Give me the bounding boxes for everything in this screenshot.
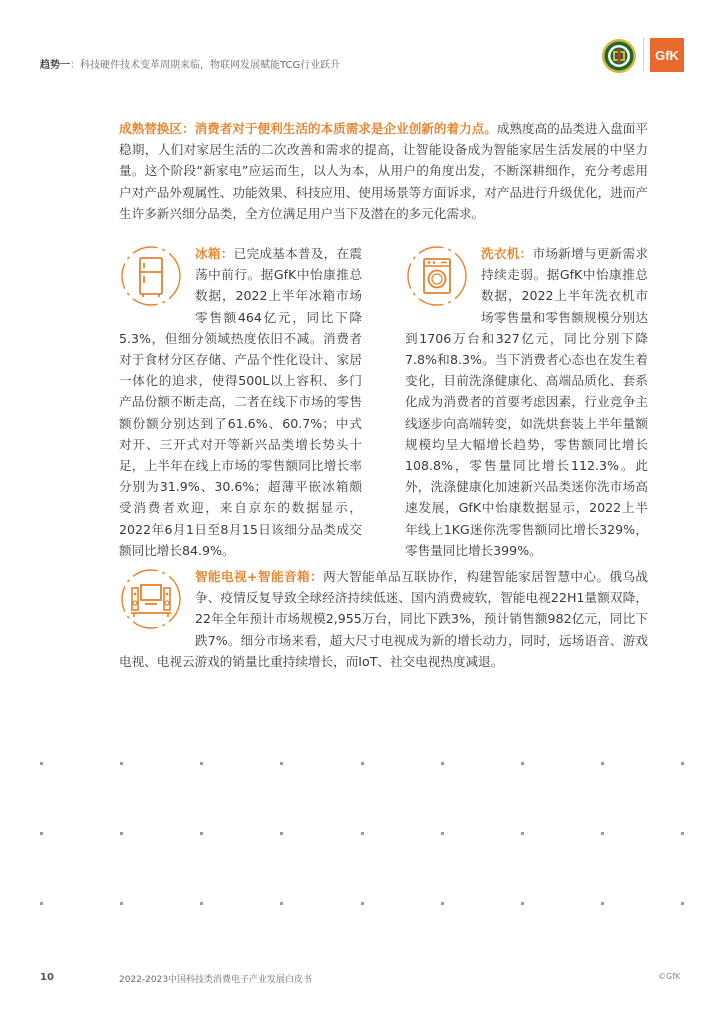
gfk-logo [650, 38, 684, 72]
fridge-paragraph [119, 243, 362, 561]
gfk-logo-text: GfK [655, 48, 679, 63]
decorative-dot-row [40, 902, 684, 906]
association-seal-logo [601, 38, 637, 74]
header-prefix: 趋势一 [40, 60, 70, 71]
decorative-dot-row [40, 762, 684, 766]
fridge-text: 已完成基本普及，在震荡中前行。据GfK中怡康推总数据，2022上半年冰箱市场零售额464亿元，同比下降5.3%，但细分领域热度依旧不减。消费者对于食材分区存储、产品个性化设计、家居一体化的追求，使得500L以上容积、多门产品份额不断走高，二者在线下市场的零售额份额分别达到了61.6%、60.7%；中式对开、三开式对开等新兴品类增长势头十足，上半年在线上市场的零售额同比增长率分别为31.9%、30.6%；超薄平嵌冰箱颇受消费者欢迎，来自京东的数据显示，2022年6月1日至8月15日该细分品类成交额同比增长84.9%。 [119, 246, 363, 558]
footer-copyright: ©GfK [658, 972, 681, 981]
header-breadcrumb [40, 56, 340, 71]
intro-highlight: 成熟替换区：消费者对于便利生活的本质需求是企业创新的着力点。 [119, 121, 497, 136]
refrigerator-icon [119, 245, 191, 307]
tv-paragraph [119, 566, 648, 672]
page-number: 10 [40, 972, 54, 983]
washer-paragraph [405, 243, 648, 561]
tv-speaker-icon [119, 568, 191, 630]
logo-divider [643, 38, 644, 72]
tv-highlight: 智能电视+智能音箱： [195, 569, 324, 584]
washing-machine-icon [405, 245, 477, 307]
intro-paragraph [119, 118, 648, 224]
decorative-dot-row [40, 832, 684, 836]
intro-text: 成熟度高的品类进入盘面平稳期，人们对家居生活的二次改善和需求的提高，让智能设备成为智能家居生活发展的中坚力量。这个阶段“新家电”应运而生，以人为本，从用户的角度出发，不断深耕细作，充分考虑用户对产品外观属性、功能效果、科技应用、使用场景等方面诉求，对产品进行升级优化，进而产生许多新兴细分品类，全方位满足用户当下及潜在的多元化需求。 [119, 121, 649, 221]
washer-text: 市场新增与更新需求持续走弱。据GfK中怡康推总数据，2022上半年洗衣机市场零售量和零售额规模分别达到1706万台和327亿元，同比分别下降7.8%和8.3%。当下消费者心态也在发生着变化，目前洗涤健康化、高端品质化、套系化成为消费者的首要考虑因素，行业竞争主线逐步向高端转变，如洗烘套装上半年量额规模均呈大幅增长趋势，零售额同比增长108.8%，零售量同比增长112.3%。此外，洗涤健康化加速新兴品类迷你洗市场高速发展，GfK中怡康数据显示，2022上半年线上1KG迷你洗零售额同比增长329%，零售量同比增长399%。 [405, 246, 648, 558]
tv-text: 两大智能单品互联协作，构建智能家居智慧中心。俄乌战争、疫情反复导致全球经济持续低迷、国内消费疲软，智能电视22H1量额双降，22年全年预计市场规模2,955万台，同比下跌3%，预计销售额982亿元，同比下跌7%。细分市场来看，超大尺寸电视成为新的增长动力，同时，远场语音、游戏电视、电视云游戏的销量比重持续增长，而IoT、社交电视热度减退。 [119, 569, 648, 669]
washer-highlight: 洗衣机： [481, 246, 533, 261]
header-text: ：科技硬件技术变革周期来临，物联网发展赋能TCG行业跃升 [70, 60, 341, 71]
footer-title: 2022-2023中国科技类消费电子产业发展白皮书 [119, 975, 313, 985]
fridge-highlight: 冰箱： [195, 246, 234, 261]
